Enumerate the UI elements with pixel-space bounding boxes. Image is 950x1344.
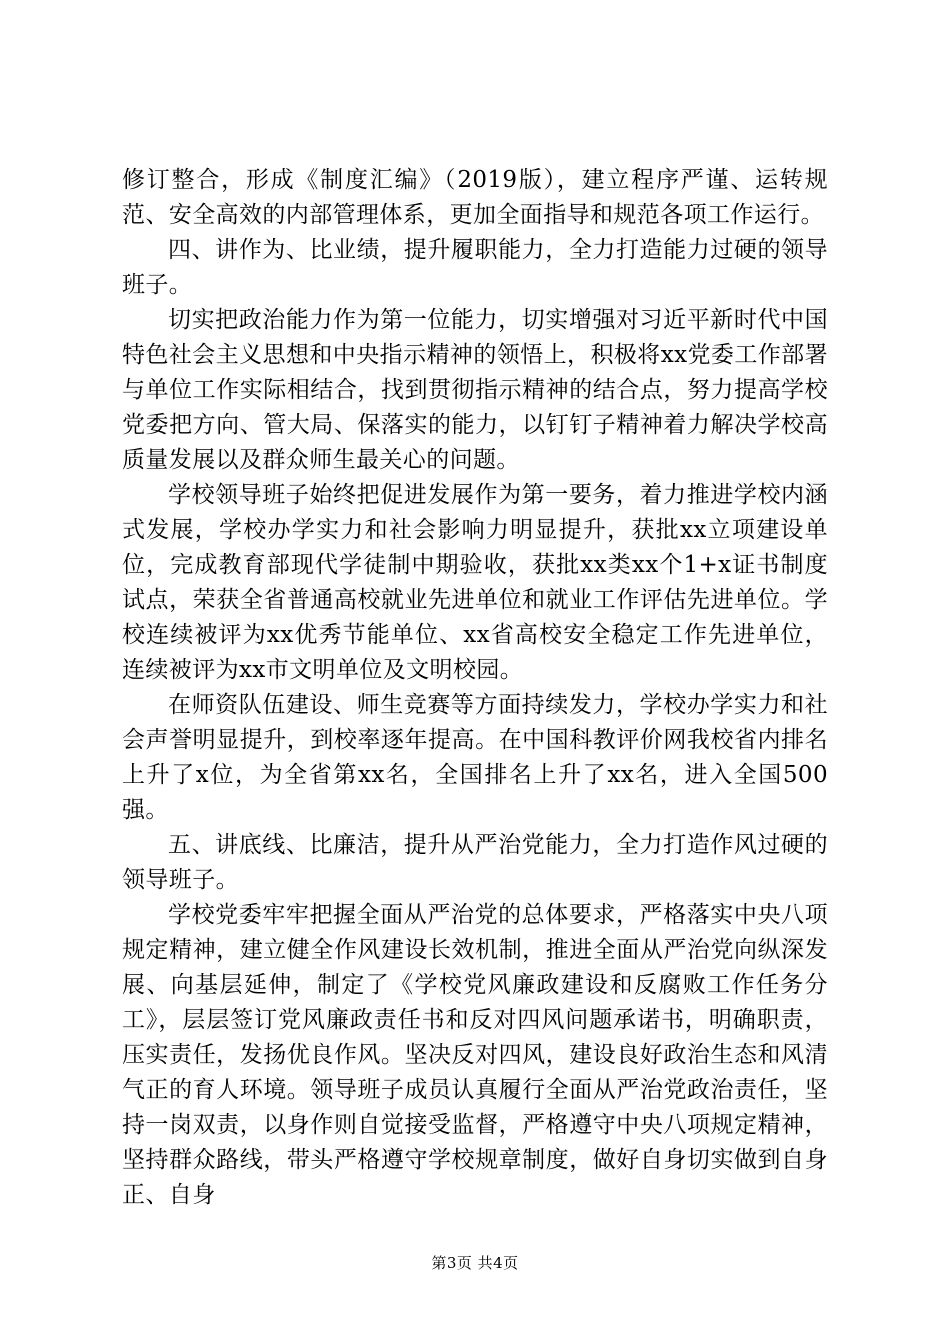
section-heading-four: 四、讲作为、比业绩，提升履职能力，全力打造能力过硬的领导班子。	[122, 237, 828, 298]
paragraph: 切实把政治能力作为第一位能力，切实增强对习近平新时代中国特色社会主义思想和中央指示精神的领悟上，积极将xx党委工作部署与单位工作实际相结合，找到贯彻指示精神的结合点，努力提高学校党委把方向、管大局、保落实的能力，以钉钉子精神着力解决学校高质量发展以及群众师生最关心的问题。	[122, 307, 828, 473]
page-footer: 第3页 共4页	[431, 1254, 519, 1272]
paragraph-continued: 修订整合，形成《制度汇编》（2019版），建立程序严谨、运转规范、安全高效的内部管理体系，更加全面指导和规范各项工作运行。	[122, 167, 828, 228]
document-body	[122, 163, 828, 1213]
paragraph: 在师资队伍建设、师生竞赛等方面持续发力，学校办学实力和社会声誉明显提升，到校率逐年提高。在中国科教评价网我校省内排名上升了x位，为全省第xx名，全国排名上升了xx名，进入全国500强。	[122, 692, 828, 823]
paragraph: 学校党委牢牢把握全面从严治党的总体要求，严格落实中央八项规定精神，建立健全作风建设长效机制，推进全面从严治党向纵深发展、向基层延伸，制定了《学校党风廉政建设和反腐败工作任务分工》，层层签订党风廉政责任书和反对四风问题承诺书，明确职责，压实责任，发扬优良作风。坚决反对四风，建设良好政治生态和风清气正的育人环境。领导班子成员认真履行全面从严治党政治责任，坚持一岗双责，以身作则自觉接受监督，严格遵守中央八项规定精神，坚持群众路线，带头严格遵守学校规章制度，做好自身切实做到自身正、自身	[122, 902, 828, 1208]
section-heading-five: 五、讲底线、比廉洁，提升从严治党能力，全力打造作风过硬的领导班子。	[122, 832, 828, 893]
paragraph: 学校领导班子始终把促进发展作为第一要务，着力推进学校内涵式发展，学校办学实力和社会影响力明显提升，获批xx立项建设单位，完成教育部现代学徒制中期验收，获批xx类xx个1+x证书制度试点，荣获全省普通高校就业先进单位和就业工作评估先进单位。学校连续被评为xx优秀节能单位、xx省高校安全稳定工作先进单位，连续被评为xx市文明单位及文明校园。	[122, 482, 828, 683]
